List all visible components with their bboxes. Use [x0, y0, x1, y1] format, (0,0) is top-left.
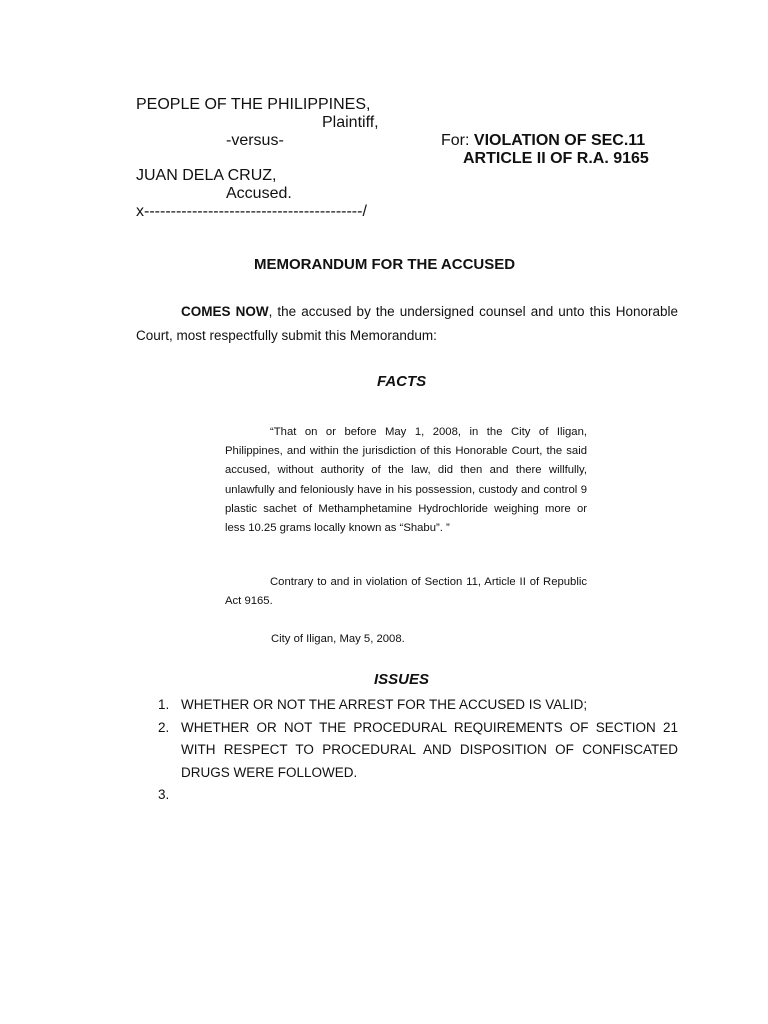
issues-heading: ISSUES: [374, 671, 430, 688]
issue-number: 1.: [158, 697, 170, 712]
caption-separator: x-----------------------------------------/: [136, 203, 367, 220]
issue-item: [136, 784, 678, 807]
charge-line-2: ARTICLE II OF R.A. 9165: [463, 150, 649, 167]
document-title: MEMORANDUM FOR THE ACCUSED: [254, 256, 516, 273]
issue-text: WHETHER OR NOT THE PROCEDURAL REQUIREMENTS OF SECTION 21 WITH RESPECT TO PROCEDURAL AND DISPOSITION OF CONFISCATED DRUGS WERE FOLLOWED.: [181, 719, 678, 780]
issue-item: [136, 694, 678, 717]
facts-place-date: City of Iligan, May 5, 2008.: [271, 633, 405, 645]
intro-text: , the accused by the undersigned counsel and unto this Honorable Court, most respectfully submit this Memorandum:: [136, 304, 678, 343]
issue-item: [136, 717, 678, 785]
issue-text: WHETHER OR NOT THE ARREST FOR THE ACCUSED IS VALID;: [181, 697, 588, 712]
accused-party: JUAN DELA CRUZ,: [136, 167, 277, 184]
facts-heading: FACTS: [377, 373, 427, 390]
charge-line-1: VIOLATION OF SEC.11: [473, 132, 646, 149]
versus-label: -versus-: [226, 132, 284, 149]
facts-contrary: Contrary to and in violation of Section 11, Article II of Republic Act 9165.: [225, 576, 587, 608]
for-label: For:: [441, 132, 470, 149]
plaintiff-role: Plaintiff,: [322, 114, 379, 131]
issue-number: 2.: [158, 719, 170, 735]
issue-number: 3.: [158, 787, 170, 802]
accused-role: Accused.: [226, 185, 292, 202]
issues-list: [136, 694, 678, 807]
intro-paragraph: [136, 300, 678, 348]
plaintiff-party: PEOPLE OF THE PHILIPPINES,: [136, 96, 371, 113]
charge-block: [441, 132, 645, 150]
facts-quote: “That on or before May 1, 2008, in the City of Iligan, Philippines, and within the jurisdiction of this Honorable Court, the said accused, without authority of the law, did then and there willfully, unlawfully and feloniously have in his possession, custody and control 9 plastic sachet of Methamphetamine Hydrochloride weighing more or less 10.25 grams locally known as “Shabu”. ”: [225, 426, 587, 535]
intro-lead: COMES NOW: [181, 304, 269, 319]
